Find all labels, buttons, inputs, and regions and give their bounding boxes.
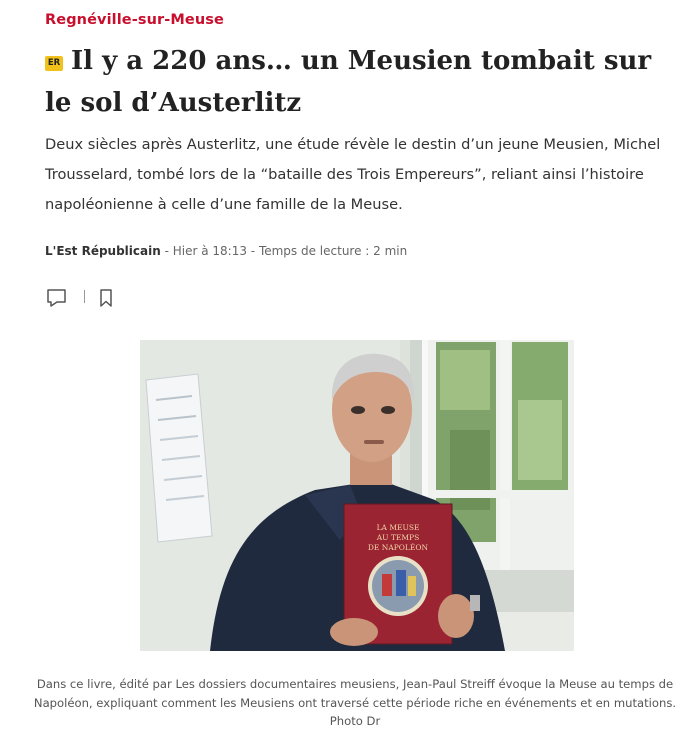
actions-divider bbox=[84, 290, 85, 303]
comment-button[interactable] bbox=[45, 287, 69, 309]
book-title-line2: AU TEMPS bbox=[376, 533, 420, 542]
article-title-text: Il y a 220 ans… un Meusien tombait sur le sol d’Austerlitz bbox=[45, 46, 652, 118]
reading-time: Temps de lecture : 2 min bbox=[258, 244, 408, 258]
bookmark-icon bbox=[97, 288, 115, 308]
photo-author-with-book bbox=[140, 340, 574, 651]
comment-icon bbox=[45, 287, 69, 309]
book-title-line3: DE NAPOLÉON bbox=[367, 543, 429, 552]
article-title bbox=[45, 40, 675, 124]
book-title-line1: LA MEUSE bbox=[376, 523, 420, 532]
article-meta bbox=[45, 244, 407, 258]
newspaper-badge-icon: ER bbox=[45, 56, 63, 71]
article-category[interactable]: Regnéville-sur-Meuse bbox=[45, 12, 224, 28]
article-lead: Deux siècles après Austerlitz, une étude révèle le destin d’un jeune Meusien, Michel Trousselard, tombé lors de la “bataille des Trois Empereurs”, reliant ainsi l’histoire napoléonienne à celle d’une famille de la Meuse. bbox=[45, 136, 661, 213]
bookmark-button[interactable] bbox=[97, 288, 115, 308]
photo-caption: Dans ce livre, édité par Les dossiers documentaires meusiens, Jean-Paul Streiff évoque la Meuse au temps de Napoléon, expliquant comment les Meusiens ont traversé cette période riche en événements et en mutations. Photo Dr bbox=[33, 677, 677, 728]
article-source[interactable]: L'Est Républicain bbox=[45, 244, 161, 258]
article-date: - Hier à 18:13 - bbox=[160, 244, 259, 258]
article-photo[interactable] bbox=[140, 340, 574, 651]
